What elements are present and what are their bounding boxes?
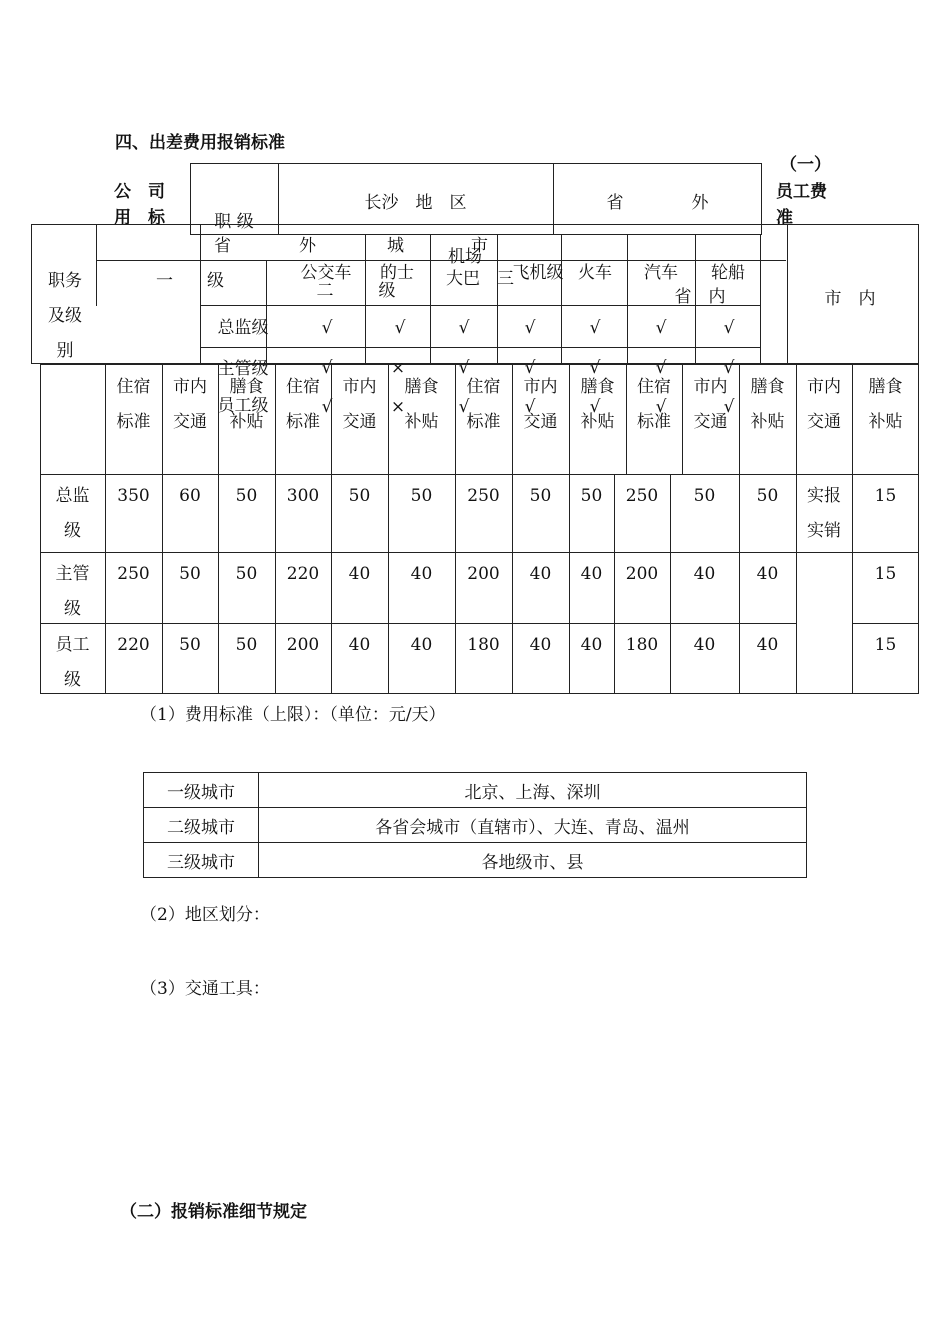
value-cell: 40 bbox=[348, 564, 371, 584]
note-1: （1）费用标准（上限）：（单位：元/天） bbox=[140, 705, 446, 725]
subheader: 交通 bbox=[693, 412, 728, 432]
subheader: 交通 bbox=[342, 412, 377, 432]
value-cell: 15 bbox=[874, 635, 897, 655]
row-level: 级 bbox=[64, 670, 81, 690]
subheader: 交通 bbox=[523, 412, 558, 432]
mark: √ bbox=[524, 358, 536, 378]
value-cell: 40 bbox=[580, 635, 603, 655]
mark: √ bbox=[524, 397, 536, 417]
city-list: 各省会城市（直辖市）、大连、青岛、温州 bbox=[259, 808, 807, 843]
value-cell: 40 bbox=[693, 635, 716, 655]
value-cell: 180 bbox=[467, 635, 500, 655]
row-level: 级 bbox=[64, 599, 81, 619]
header-zhiwu: 别 bbox=[56, 341, 74, 361]
value-cell: 300 bbox=[286, 486, 320, 506]
mark: √ bbox=[321, 397, 333, 417]
header-text: 飞机级 bbox=[512, 263, 564, 283]
section-heading: 四、出差费用报销标准 bbox=[115, 133, 285, 153]
header-text: 公交车 bbox=[300, 263, 352, 283]
mark: √ bbox=[458, 358, 470, 378]
sub-heading-part: （一） bbox=[780, 155, 831, 175]
sub-heading-part: 准 bbox=[776, 208, 793, 228]
value-cell: 350 bbox=[117, 486, 150, 506]
value-cell: 40 bbox=[756, 564, 779, 584]
value-cell: 40 bbox=[529, 564, 552, 584]
value-cell: 50 bbox=[179, 635, 201, 655]
city-level: 二级城市 bbox=[144, 808, 259, 843]
mark: √ bbox=[723, 397, 735, 417]
subheader: 膳食 bbox=[580, 377, 615, 397]
value-cell: 180 bbox=[625, 635, 659, 655]
value-cell: 50 bbox=[235, 486, 258, 506]
header-changsha: 长沙 地 区 bbox=[364, 193, 467, 213]
value-cell: 50 bbox=[693, 486, 716, 506]
value-cell: 40 bbox=[348, 635, 371, 655]
header-text: 机场 bbox=[448, 247, 482, 267]
subheader: 标准 bbox=[637, 412, 671, 432]
section-heading-2: （二）报销标准细节规定 bbox=[120, 1202, 307, 1222]
city-level: 三级城市 bbox=[144, 843, 259, 878]
value-cell: 50 bbox=[410, 486, 433, 506]
subheader: 标准 bbox=[116, 412, 151, 432]
mark: √ bbox=[655, 358, 667, 378]
value-cell: 40 bbox=[580, 564, 603, 584]
value-cell: 50 bbox=[580, 486, 603, 506]
value-cell: 60 bbox=[179, 486, 201, 506]
company-label: 用 标 bbox=[114, 208, 165, 228]
subheader: 膳食 bbox=[404, 377, 439, 397]
table-row bbox=[144, 843, 807, 878]
subheader: 补贴 bbox=[868, 412, 903, 432]
level-label: 主管级 bbox=[217, 359, 269, 379]
mark: √ bbox=[321, 318, 333, 338]
mark: √ bbox=[321, 358, 333, 378]
mark: √ bbox=[723, 358, 735, 378]
subheader: 膳食 bbox=[868, 377, 903, 397]
level-label: 员工级 bbox=[217, 396, 269, 416]
level-label: 总监级 bbox=[217, 318, 269, 338]
header-text: 省 内 bbox=[674, 287, 726, 307]
subheader: 市内 bbox=[807, 377, 841, 397]
value-cell: 200 bbox=[467, 564, 500, 584]
subheader: 住宿 bbox=[116, 377, 151, 397]
subheader: 市内 bbox=[693, 377, 728, 397]
mark: √ bbox=[458, 397, 470, 417]
subheader: 交通 bbox=[807, 412, 841, 432]
subheader: 市内 bbox=[173, 377, 207, 397]
header-text: 轮船 bbox=[711, 263, 745, 283]
subheader: 补贴 bbox=[404, 412, 439, 432]
value-cell: 250 bbox=[625, 486, 659, 506]
value-cell: 250 bbox=[467, 486, 500, 506]
value-cell: 200 bbox=[625, 564, 659, 584]
header-text: 的士 bbox=[380, 263, 414, 283]
city-level: 一级城市 bbox=[144, 773, 259, 808]
subheader: 补贴 bbox=[580, 412, 615, 432]
table-row bbox=[144, 808, 807, 843]
subheader: 标准 bbox=[286, 412, 320, 432]
row-level: 总监 bbox=[55, 486, 90, 506]
value-cell: 40 bbox=[410, 564, 433, 584]
header-text: 城 bbox=[387, 236, 404, 256]
subheader: 住宿 bbox=[466, 377, 501, 397]
subheader: 市内 bbox=[342, 377, 377, 397]
table-row bbox=[144, 773, 807, 808]
header-shengwai: 省 外 bbox=[606, 193, 709, 213]
city-list: 各地级市、县 bbox=[259, 843, 807, 878]
sub-heading-part: 员工费 bbox=[776, 182, 827, 202]
row-level: 员工 bbox=[55, 635, 90, 655]
company-label: 公 司 bbox=[114, 182, 165, 202]
value-cell: 15 bbox=[874, 564, 897, 584]
header-text: 大巴 三 bbox=[446, 269, 514, 289]
row-level: 主管 bbox=[55, 564, 90, 584]
value-cell: 40 bbox=[693, 564, 716, 584]
mark: √ bbox=[655, 397, 667, 417]
mark: √ bbox=[589, 397, 601, 417]
value-cell: 15 bbox=[874, 486, 897, 506]
subheader: 交通 bbox=[173, 412, 207, 432]
value-cell: 220 bbox=[117, 635, 150, 655]
value-cell: 220 bbox=[286, 564, 320, 584]
value-cell: 50 bbox=[235, 564, 258, 584]
value-cell: 实报 bbox=[807, 486, 841, 506]
value-cell: 50 bbox=[179, 564, 201, 584]
subheader: 补贴 bbox=[750, 412, 785, 432]
value-cell: 50 bbox=[348, 486, 371, 506]
header-shinei: 市 内 bbox=[824, 289, 876, 309]
header-zhiji: 职 级 bbox=[214, 212, 254, 232]
header-text: 二 bbox=[316, 281, 334, 301]
header-text: 级 bbox=[378, 281, 396, 301]
header-zhiwu: 及级 bbox=[48, 306, 82, 326]
value-cell: 40 bbox=[410, 635, 433, 655]
value-cell: 50 bbox=[529, 486, 552, 506]
header-zhiwu: 职务 bbox=[48, 271, 82, 291]
mark: √ bbox=[589, 318, 601, 338]
subheader: 标准 bbox=[466, 412, 501, 432]
subheader: 市内 bbox=[523, 377, 558, 397]
value-cell: 200 bbox=[286, 635, 320, 655]
note-2: （2）地区划分： bbox=[140, 905, 270, 925]
value-cell: 50 bbox=[756, 486, 779, 506]
mark: √ bbox=[394, 318, 406, 338]
subheader: 补贴 bbox=[229, 412, 264, 432]
value-cell: 40 bbox=[756, 635, 779, 655]
note-3: （3）交通工具： bbox=[140, 979, 270, 999]
mark: × bbox=[390, 358, 406, 378]
mark: √ bbox=[655, 318, 667, 338]
row-level: 级 bbox=[64, 521, 81, 541]
mark: √ bbox=[589, 358, 601, 378]
subheader: 住宿 bbox=[637, 377, 671, 397]
value-cell: 50 bbox=[235, 635, 258, 655]
header-text: 省 bbox=[214, 236, 231, 256]
header-text: 外 bbox=[299, 236, 316, 256]
city-list: 北京、上海、深圳 bbox=[259, 773, 807, 808]
value-cell: 40 bbox=[529, 635, 552, 655]
subheader: 住宿 bbox=[286, 377, 320, 397]
header-text: 火车 bbox=[578, 263, 612, 283]
subheader: 膳食 bbox=[229, 377, 264, 397]
mark: √ bbox=[524, 318, 536, 338]
mark: √ bbox=[458, 318, 470, 338]
city-table bbox=[143, 772, 807, 878]
mark: √ bbox=[723, 318, 735, 338]
subheader: 膳食 bbox=[750, 377, 785, 397]
mark: × bbox=[390, 397, 406, 417]
header-text: 汽车 bbox=[644, 263, 678, 283]
header-text: 一 级 bbox=[156, 271, 224, 291]
value-cell: 250 bbox=[117, 564, 150, 584]
header-text: 市 bbox=[471, 236, 488, 256]
value-cell: 实销 bbox=[807, 521, 841, 541]
